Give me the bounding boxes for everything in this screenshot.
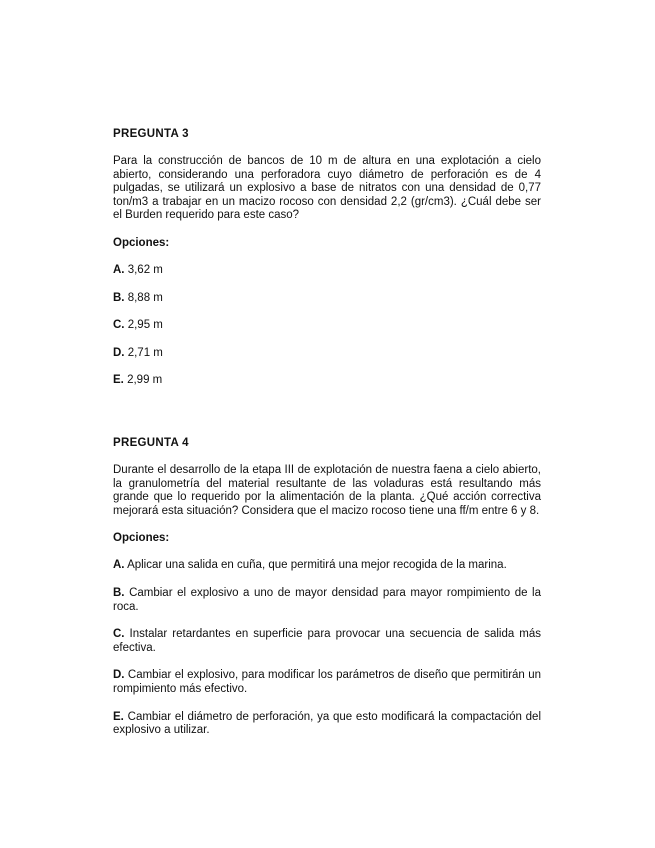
option-letter: C. (113, 628, 125, 641)
option-text: 2,99 m (127, 374, 163, 387)
option-letter: D. (113, 346, 125, 359)
option-a (113, 264, 541, 278)
option-text: Cambiar el diámetro de perforación, ya que esto modificará la compactación del explosivo a utilizar. (113, 710, 541, 737)
option-text: Instalar retardantes en superficie para provocar una secuencia de salida más efectiva. (113, 628, 541, 654)
option-d (113, 669, 541, 696)
option-text: Cambiar el explosivo, para modificar los parámetros de diseño que permitirán un rompimiento más efectivo. (113, 669, 541, 695)
question-body: Para la construcción de bancos de 10 m de altura en una explotación a cielo abierto, considerando una perforadora cuyo diámetro de perforación es de 4 pulgadas, se utilizará un explosivo a base de nitratos con una densidad de 0,77 ton/m3 a trabajar en un macizo rocoso con densidad 2,2 (gr/cm3). ¿Cuál debe ser el Burden requerido para este caso? (113, 155, 541, 222)
options-heading: Opciones: (113, 532, 170, 545)
option-letter: A. (113, 263, 125, 276)
option-letter: E. (113, 374, 124, 387)
option-text: 8,88 m (127, 291, 163, 304)
option-b (113, 292, 541, 306)
option-text: Cambiar el explosivo a uno de mayor densidad para mayor rompimiento de la roca. (113, 586, 541, 613)
question-body: Durante el desarrollo de la etapa III de explotación de nuestra faena a cielo abierto, la granulometría del material resultante de las voladuras está resultando más grande que lo requerido por la alimentación de la planta. ¿Qué acción correctiva mejorará esta situación? Considera que el macizo rocoso tiene una ff/m entre 6 y 8. (113, 464, 541, 517)
question-3 (113, 127, 541, 402)
option-text: 3,62 m (127, 263, 163, 276)
option-letter: D. (113, 669, 125, 682)
option-text: Aplicar una salida en cuña, que permitirá una mejor recogida de la marina. (127, 559, 507, 572)
option-letter: B. (113, 586, 125, 599)
option-a (113, 559, 541, 573)
question-title: PREGUNTA 4 (113, 437, 189, 449)
option-c (113, 319, 541, 333)
option-text: 2,71 m (127, 346, 163, 359)
option-e (113, 711, 541, 738)
option-c (113, 628, 541, 655)
question-4 (113, 436, 541, 752)
option-b (113, 587, 541, 614)
option-text: 2,95 m (127, 319, 163, 332)
option-letter: A. (113, 559, 125, 572)
option-letter: B. (113, 291, 125, 304)
option-letter: C. (113, 319, 125, 332)
option-e (113, 374, 541, 388)
option-d (113, 347, 541, 361)
options-heading: Opciones: (113, 236, 170, 249)
question-title: PREGUNTA 3 (113, 128, 189, 140)
option-letter: E. (113, 710, 124, 723)
